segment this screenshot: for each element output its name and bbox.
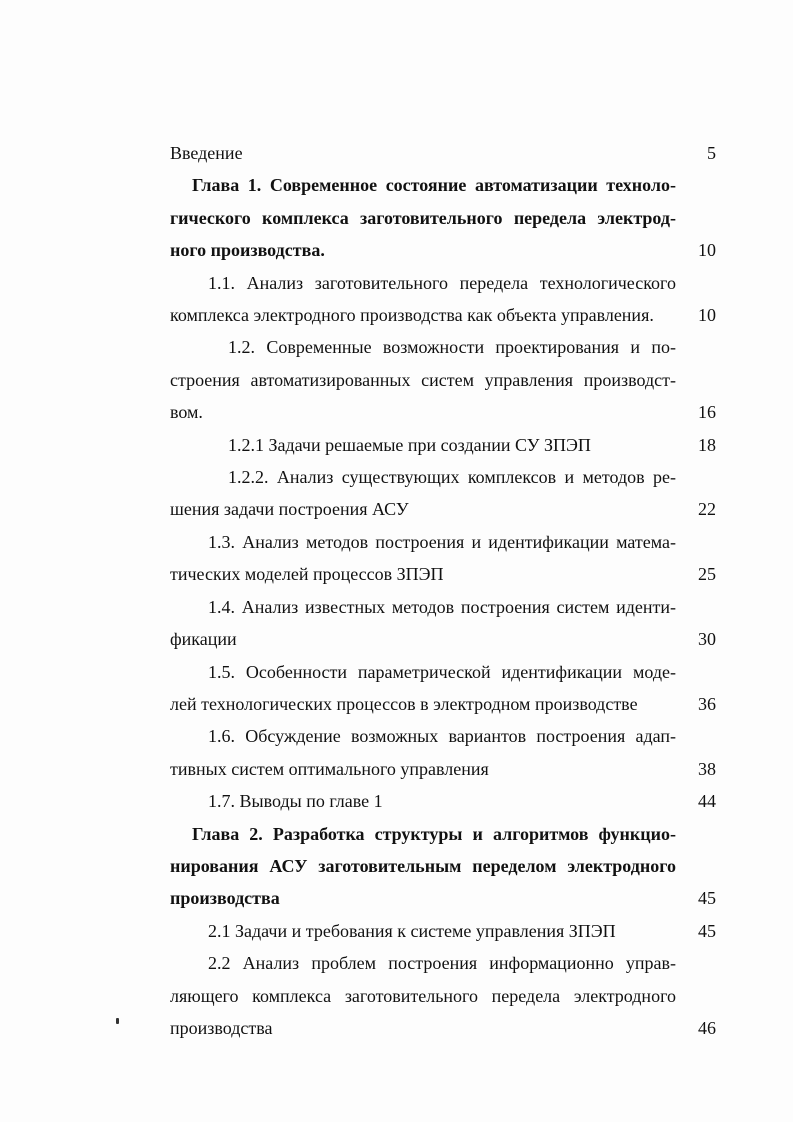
toc-entry-1-7[interactable]: [170, 785, 716, 817]
toc-entry-1-1[interactable]: [170, 267, 716, 332]
toc-entry-title: 1.6. Обсуждение возможных вариантов построения адап-тивных систем оптимального управления: [170, 726, 676, 779]
toc-page-number: 5: [707, 143, 716, 163]
toc-entry-1-2-2[interactable]: [170, 461, 716, 526]
toc-entry-title: 1.4. Анализ известных методов построения систем иденти-фикации: [170, 596, 676, 650]
toc-page-number: 45: [698, 920, 716, 941]
toc-page-number: 36: [698, 693, 716, 714]
toc-page-number: 45: [698, 888, 716, 909]
toc-entry-title: Глава 2. Разработка структуры и алгоритмов функцио-нирования АСУ заготовительным переделом электродного производства: [170, 823, 676, 909]
toc-entry-title: Глава 1. Современное состояние автоматизации техноло-гического комплекса заготовительного передела электрод-ного производства.: [170, 175, 676, 261]
toc-entry-1-4[interactable]: [170, 591, 716, 656]
table-of-contents: [170, 137, 716, 1044]
toc-entry-1-2[interactable]: [170, 331, 716, 428]
toc-entry-chapter-1[interactable]: [170, 169, 716, 266]
toc-page-number: 10: [698, 305, 716, 326]
toc-entry-1-6[interactable]: [170, 720, 716, 785]
scan-speck: [116, 1018, 119, 1024]
toc-page-number: 46: [698, 1017, 716, 1038]
toc-entry-title: 1.5. Особенности параметрической идентификации моде-лей технологических процессов в электродном производстве: [170, 661, 676, 714]
toc-entry-title: 2.1 Задачи и требования к системе управления ЗПЭП: [208, 920, 616, 941]
toc-entry-title: 1.7. Выводы по главе 1: [208, 791, 383, 812]
toc-page-number: 38: [698, 758, 716, 779]
toc-entry-1-5[interactable]: [170, 656, 716, 721]
toc-entry-title: 1.2. Современные возможности проектирования и по-строения автоматизированных систем управления производст-вом.: [170, 337, 676, 423]
toc-page-number: 16: [698, 402, 716, 423]
toc-page-number: 18: [698, 434, 716, 455]
toc-entry-title: 1.1. Анализ заготовительного передела технологического комплекса электродного производства как объекта управления.: [170, 272, 676, 326]
toc-page-number: 44: [698, 791, 716, 812]
toc-entry-title: 2.2 Анализ проблем построения информационно управ-ляющего комплекса заготовительного передела электродного производства: [170, 953, 676, 1038]
toc-entry-title: 1.2.2. Анализ существующих комплексов и методов ре-шения задачи построения АСУ: [170, 467, 676, 520]
toc-page-number: 25: [698, 564, 716, 585]
toc-entry-title: 1.2.1 Задачи решаемые при создании СУ ЗПЭП: [228, 434, 591, 455]
toc-entry-2-2[interactable]: [170, 947, 716, 1044]
toc-entry-title: 1.3. Анализ методов построения и идентификации матема-тических моделей процессов ЗПЭП: [170, 531, 676, 585]
toc-entry-introduction[interactable]: [170, 137, 716, 169]
toc-page-number: 22: [698, 499, 716, 520]
toc-page-number: 30: [698, 629, 716, 650]
toc-page-number: 10: [698, 240, 716, 261]
toc-entry-1-3[interactable]: [170, 526, 716, 591]
toc-entry-2-1[interactable]: [170, 915, 716, 947]
toc-entry-title: Введение: [170, 143, 243, 163]
toc-entry-1-2-1[interactable]: [170, 429, 716, 461]
toc-entry-chapter-2[interactable]: [170, 818, 716, 915]
